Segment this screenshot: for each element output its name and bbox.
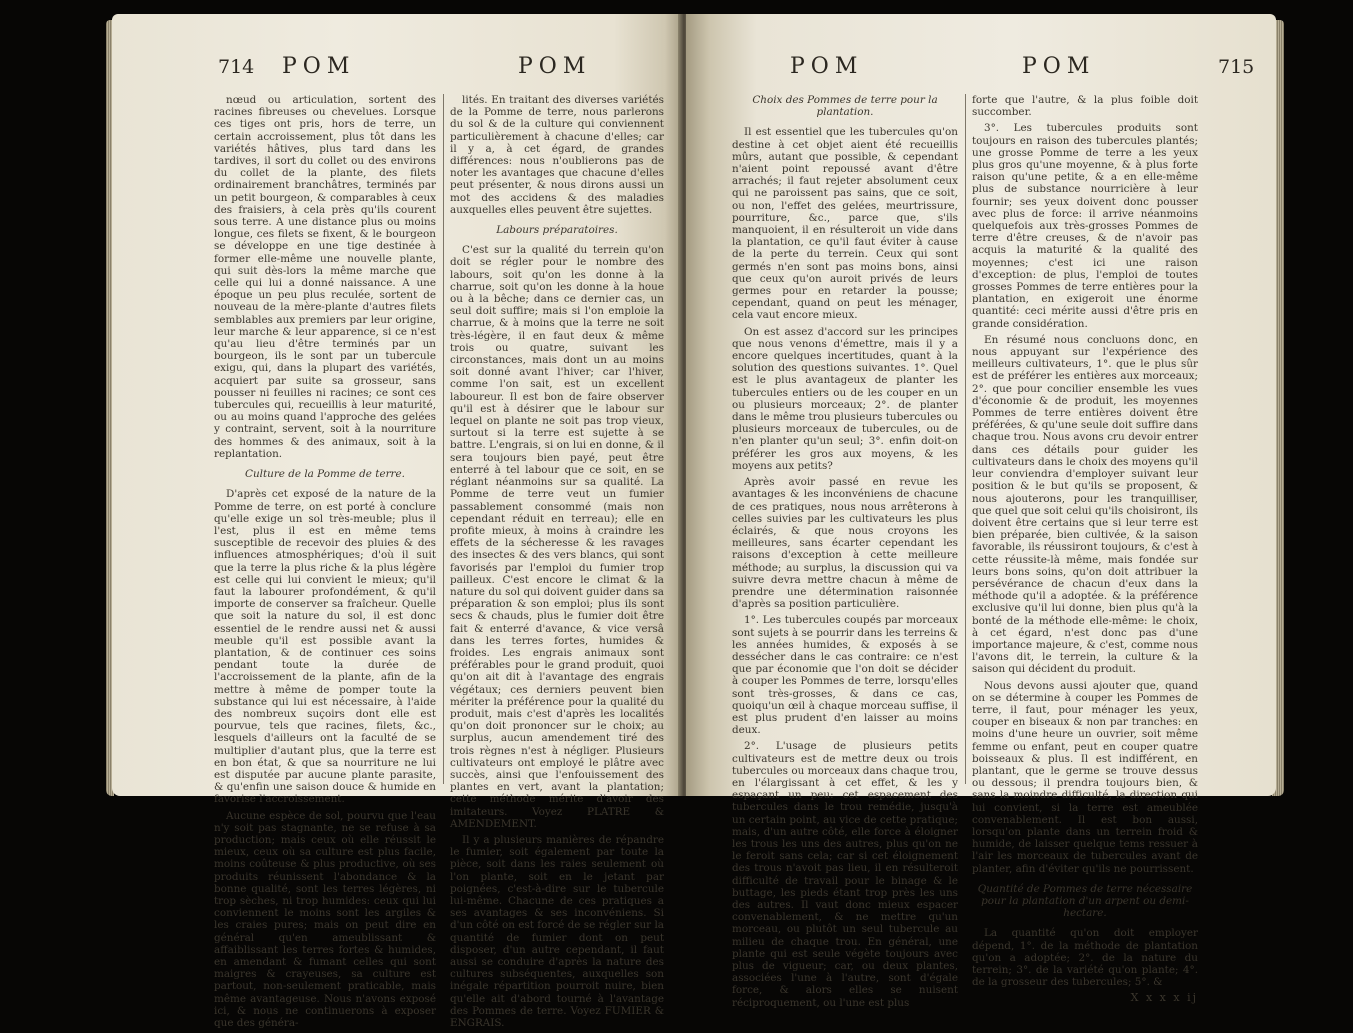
paragraph: D'après cet exposé de la nature de la Pomme de terre, on est porté à conclure qu'elle exige un sol très-meuble; plus il l'est, plus il est en même tems susceptible de recevoir des pluies & des influences atmosphériques; d'où il suit que la terre la plus riche & la plus légère est celle qui lui convient le mieux; qu'il faut la labourer profondément, & qu'il importe de conserver sa fraîcheur. Quelle que soit la nature du sol, il est donc essentiel de le rendre aussi net & aussi meuble qu'il est possible avant la plantation, & de continuer ces soins pendant toute la durée de l'accroissement de la plante, afin de la mettre à même de pomper toute la substance qui lui est nécessaire, à l'aide des nombreux suçoirs dont elle est pourvue, tels que racines, filets, &c., lesquels d'ailleurs ont la faculté de se multiplier d'autant plus, que la terre est en bon état, & que sa nourriture ne lui est disputée par aucune plante parasite, & qu'enfin une saison douce & humide en favorise l'accroissement. — [214, 488, 436, 806]
paragraph: 3°. Les tubercules produits sont toujours en raison des tubercules plantés; une grosse Pomme de terre a les yeux plus gros qu'une moyenne, & à plus forte raison qu'une petite, & a en elle-même plus de substance nourricière à leur fournir; ses yeux doivent donc pousser avec plus de force: il arrive néanmoins quelquefois aux très-grosses Pommes de terre d'être creuses, & de n'avoir pas acquis la maturité & la qualité des moyennes; c'est ici une raison d'exception: de plus, l'emploi de toutes grosses Pommes de terre entières pour la plantation, en exigeroit une énorme quantité: ceci mérite aussi d'être pris en grande considération. — [972, 122, 1198, 330]
text-column-1 — [214, 94, 436, 1033]
paragraph: Aucune espèce de sol, pourvu que l'eau n'y soit pas stagnante, ne se refuse à sa production; mais ceux où elle réussit le mieux, ceux où sa culture est plus facile, moins coûteuse & plus productive, où ses produits réunissent l'abondance & la bonne qualité, sont les terres légères, ni trop sèches, ni trop humides: ceux qui lui conviennent le moins sont les argiles & les craies pures; mais on peut dire en général qu'en ameublissant & affaiblissant les terres fortes & humides, en amendant & fumant celles qui sont maigres & crayeuses, sa culture est partout, non-seulement praticable, mais même avantageuse. Nous n'avons exposé ici, & nous ne continuerons à exposer que des généra- — [214, 809, 436, 1030]
page-number: 715 — [1218, 56, 1255, 78]
section-heading: Culture de la Pomme de terre. — [245, 468, 405, 481]
paragraph: En résumé nous concluons donc, en nous appuyant sur l'expérience des meilleurs cultivateurs, 1°. que le plus sûr est de préférer les entières aux morceaux; 2°. que pour concilier ensemble les vues d'économie & de produit, les moyennes Pommes de terre entières doivent être préférées, & qu'une seule doit suffire dans chaque trou. Nous avons cru devoir entrer dans ces détails pour guider les cultivateurs dans le choix des moyens qu'il leur conviendra d'employer suivant leur position & le but qu'ils se proposent, & nous ajouterons, pour les tranquilliser, que quel que soit celui qu'ils choisiront, ils doivent être certains que si leur terre est bien préparée, bien cultivée, & la saison favorable, ils réussiront toujours, & c'est à cette réussite-là même, mais fondée sur leurs bons soins, qu'on doit attribuer la persévérance de chacun d'eux dans la méthode qu'il a adoptée. & la préférence exclusive qu'il lui donne, bien plus qu'à la bonté de la méthode elle-même: le choix, à cet égard, n'est donc pas d'une importance majeure, & c'est, comme nous l'avons dit, le terrein, la culture & la saison qui décident du produit. — [972, 333, 1198, 676]
paragraph: Après avoir passé en revue les avantages & les inconvéniens de chacune de ces pratiques, nous nous arrêterons à celles suivies par les cultivateurs les plus éclairés, & que nous croyons les meilleures, sans écarter cependant les raisons d'exception à cette meilleure méthode; au surplus, la discussion qui va suivre devra mettre chacun à même de prendre une détermination raisonnée d'après sa position particulière. — [732, 476, 958, 611]
paragraph: Il est essentiel que les tubercules qu'on destine à cet objet aient été recueillis mûrs, autant que possible, & cependant n'aient point repoussé avant d'être arrachés; il faut rejeter absolument ceux qui ne paroissent pas sains, que ce soit, ou non, l'effet des gelées, meurtrissure, pourriture, &c., parce que, s'ils manquoient, il en résulteroit un vide dans la plantation, ce qu'il faut éviter à cause de la perte du terrein. Ceux qui sont germés n'en sont pas moins bons, ainsi que ceux qu'on auroit privés de leurs germes pour en retarder la pousse; cependant, quand on peut les ménager, cela vaut encore mieux. — [732, 126, 958, 322]
text-column-2 — [972, 94, 1198, 1005]
paragraph: C'est sur la qualité du terrein qu'on doit se régler pour le nombre des labours, soit qu'on les donne à la charrue, soit qu'on les donne à la houe ou à la bêche; dans ce dernier cas, un seul doit suffire; mais si l'on emploie la charrue, & à moins que la terre ne soit très-légère, il en faut deux & même trois ou quatre, suivant les circonstances, mais dont un au moins soit donné avant l'hiver; car l'hiver, comme l'on sait, est un excellent laboureur. Il est bon de faire observer qu'il est à désirer que le labour sur lequel on plante ne soit pas trop vieux, surtout si la terre est sujette à se battre. L'engrais, si on lui en donne, & il sera toujours bien payé, peut être enterré à tel labour que ce soit, en se réglant néanmoins sur sa qualité. La Pomme de terre veut un fumier passablement consommé (mais non cependant réduit en terreau); elle en profite mieux, à moins à craindre les effets de la sécheresse & les ravages des insectes & des vers blancs, qui sont favorisés par l'emploi du fumier trop pailleux. C'est encore le climat & la nature du sol qui doivent guider dans sa préparation & son emploi; plus ils sont secs & chauds, plus le fumier doit être fait & enterré d'avance, & vice versâ dans les terres fortes, humides & froides. Les engrais animaux sont préférables pour le grand produit, quoi qu'on ait dit à l'avantage des engrais végétaux; ces derniers peuvent bien mériter la préférence pour la qualité du produit, mais c'est d'après les localités qu'on doit prononcer sur le choix; au surplus, aucun amendement tiré des trois règnes n'est à négliger. Plusieurs cultivateurs ont employé le plâtre avec succès, ainsi que l'enfouissement des plantes en vert, avant la plantation; cette méthode mérite d'avoir des imitateurs. Voyez PLATRE & AMENDEMENT. — [450, 244, 664, 830]
paragraph: On est assez d'accord sur les principes que nous venons d'émettre, mais il y a encore quelques incertitudes, quant à la solution des questions suivantes. 1°. Quel est le plus avantageux de planter les tubercules entiers ou de les couper en un ou plusieurs morceaux; 2°. de planter dans le même trou plusieurs tubercules ou plusieurs morceaux de tubercules, ou de n'en planter qu'un seul; 3°. enfin doit-on préférer les gros aux moyens, & les moyens aux petits? — [732, 325, 958, 472]
signature-mark: X x x x ij — [1130, 991, 1198, 1005]
paragraph: 2°. L'usage de plusieurs petits cultivateurs est de mettre deux ou trois tubercules ou morceaux dans chaque trou, en l'élargissant à cet effet, & les y espaçant un peu: cet espacement des tubercules dans le trou remédie, jusqu'à un certain point, au vice de cette pratique; mais, d'un autre côté, elle force à éloigner les trous les uns des autres, plus qu'on ne le feroit sans cela; car si cet éloignement des trous n'avoit pas lieu, il en résulteroit difficulté de travail pour le binage & le buttage, les pieds étant trop près les uns des autres. Il vaut donc mieux espacer convenablement, & ne mettre qu'un morceau, ou plutôt un seul tubercule au milieu de chaque trou. En général, une plante qui est seule végète toujours avec plus de vigueur; car, ou deux plantes, associées l'une à l'autre, sont d'égale force, & alors elles se nuisent réciproquement, ou l'une est plus — [732, 740, 958, 1009]
paragraph: Il y a plusieurs manières de répandre le fumier, soit également par toute la pièce, soit dans les raies seulement où l'on plante, soit en le jetant par poignées, c'est-à-dire sur le tubercule lui-même. Chacune de ces pratiques a ses avantages & ses inconvéniens. Si d'un côté on est forcé de se régler sur la quantité de fumier dont on peut disposer, d'un autre cependant, il faut aussi se conduire d'après la nature des cultures subséquentes, auxquelles son inégale répartition pourroit nuire, bien qu'elle ait d'abord tourné à l'avantage des Pommes de terre. Voyez FUMIER & ENGRAIS. — [450, 833, 664, 1030]
open-book — [112, 14, 1280, 1030]
running-header-right: POM — [1022, 54, 1096, 79]
paragraph: nœud ou articulation, sortent des racines fibreuses ou chevelues. Lorsque ces tiges ont pris, hors de terre, un certain accroissement, plus tôt dans les variétés hâtives, plus tard dans les tardives, il sort du collet ou des environs du collet de la plante, des filets ordinairement branchâtres, terminés par un petit bourgeon, & comparables à ceux des fraisiers, à cela près qu'ils courent sous terre. A une distance plus ou moins longue, ces filets se fixent, & le bourgeon se développe en une tige destinée à former elle-même une nouvelle plante, qui suit dès-lors la même marche que celle qui lui a donné naissance. A une époque un peu plus reculée, sortent de nouveau de la mère-plante d'autres filets semblables aux premiers par leur origine, leur marche & leur apparence, si ce n'est qu'au lieu d'être terminés par un bourgeon, ils le sont par un tubercule exigu, qui, dans la plupart des variétés, acquiert par suite sa grosseur, sans pousser ni feuilles ni racines; ce sont ces tubercules qui, recueillis à leur maturité, ou au moins quand l'approche des gelées y contraint, servent, soit à la nourriture des hommes & des animaux, soit à la replantation. — [214, 94, 436, 460]
paragraph: forte que l'autre, & la plus foible doit succomber. — [972, 94, 1198, 119]
running-header-left: POM — [790, 54, 864, 79]
paragraph: lités. En traitant des diverses variétés de la Pomme de terre, nous parlerons du sol & de la culture qui conviennent particulièrement à chacune d'elles; car il y a, à cet égard, de grandes différences: nous n'oublierons pas de noter les avantages que chacune d'elles peut présenter, & nous dirons aussi un mot des accidens & des maladies auxquelles elles peuvent être sujettes. — [450, 94, 664, 216]
section-heading: Choix des Pommes de terre pour la plantation. — [752, 94, 938, 119]
right-page — [686, 14, 1276, 1009]
page-number: 714 — [218, 56, 255, 78]
paragraph: 1°. Les tubercules coupés par morceaux sont sujets à se pourrir dans les terreins & les années humides, & exposés à se dessécher dans le cas contraire: ce n'est que par économie que l'on doit se décider à couper les Pommes de terre, lorsqu'elles sont très-grosses, & dans ce cas, quoiqu'un œil à chaque morceau suffise, il est plus prudent d'en laisser au moins deux. — [732, 614, 958, 737]
running-header-right: POM — [518, 54, 592, 79]
left-page — [112, 14, 682, 1030]
section-heading: Labours préparatoires. — [496, 224, 618, 237]
running-header-left: POM — [282, 54, 356, 79]
text-column-1 — [732, 94, 958, 1013]
text-column-2 — [450, 94, 664, 1033]
section-heading: Quantité de Pommes de terre nécessaire pour la plantation d'un arpent ou demi-hectare. — [977, 882, 1193, 920]
column-rule — [965, 94, 966, 784]
column-rule — [443, 94, 444, 784]
paragraph: La quantité qu'on doit employer dépend, 1°. de la méthode de plantation qu'on a adoptée; 2°. de la nature du terrein; 3°. de la variété qu'on plante; 4°. de la grosseur des tubercules; 5°. & — [972, 927, 1198, 989]
paragraph: Nous devons aussi ajouter que, quand on se détermine à couper les Pommes de terre, il faut, pour ménager les yeux, couper en biseaux & non par tranches: en moins d'une heure un ouvrier, soit même femme ou enfant, peut en couper quatre boisseaux & plus. Il est indifférent, en plantant, que le germe se trouve dessus ou dessous; il prendra toujours bien, & sans la moindre difficulté, la direction qui lui convient, si la terre est ameublée convenablement. Il est bon aussi, lorsqu'on plante dans un terrein froid & humide, de laisser quelque tems ressuer à l'air les morceaux de tubercules avant de planter, afin d'éviter qu'ils ne pourrissent. — [972, 679, 1198, 875]
